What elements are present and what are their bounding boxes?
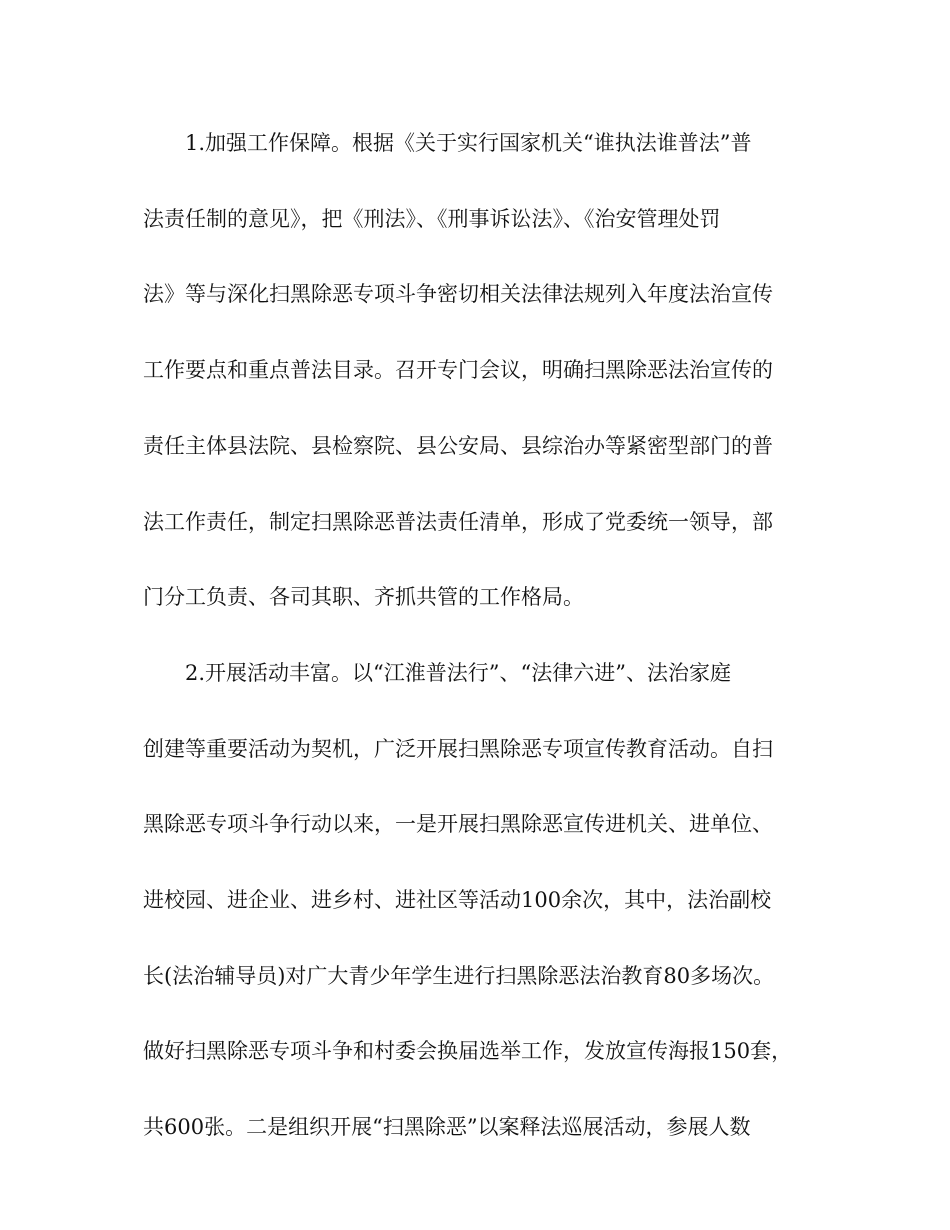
paragraph-line: 做好扫黑除恶专项斗争和村委会换届选举工作，发放宣传海报150套，: [143, 1039, 793, 1064]
paragraph-line: 进校园、进企业、进乡村、进社区等活动100余次，其中，法治副校: [143, 888, 772, 912]
paragraph-first-line: 2.开展活动丰富。以“江淮普法行”、“法律六进”、法治家庭: [185, 660, 731, 685]
paragraph-line: 门分工负责、各司其职、齐抓共管的工作格局。: [143, 585, 584, 610]
paragraph-line: 创建等重要活动为契机，广泛开展扫黑除恶专项宣传教育活动。自扫: [143, 736, 773, 761]
paragraph-line: 法》等与深化扫黑除恶专项斗争密切相关法律法规列入年度法治宣传: [143, 282, 773, 307]
paragraph-first-line: 1.加强工作保障。根据《关于实行国家机关“谁执法谁普法”普: [185, 131, 752, 155]
paragraph-line: 黑除恶专项斗争行动以来，一是开展扫黑除恶宣传进机关、进单位、: [143, 812, 773, 837]
paragraph-line: 责任主体县法院、县检察院、县公安局、县综治办等紧密型部门的普: [143, 433, 773, 458]
paragraph-line: 法责任制的意见》，把《刑法》、《刑事诉讼法》、《治安管理处罚: [143, 206, 721, 231]
paragraph-line: 共600张。二是组织开展“扫黑除恶”以案释法巡展活动，参展人数: [143, 1115, 751, 1140]
paragraph-line: 工作要点和重点普法目录。召开专门会议，明确扫黑除恶法治宣传的: [143, 358, 773, 383]
paragraph-line: 长(法治辅导员)对广大青少年学生进行扫黑除恶法治教育80多场次。: [143, 963, 775, 988]
paragraph-line: 法工作责任，制定扫黑除恶普法责任清单，形成了党委统一领导，部: [143, 509, 773, 534]
